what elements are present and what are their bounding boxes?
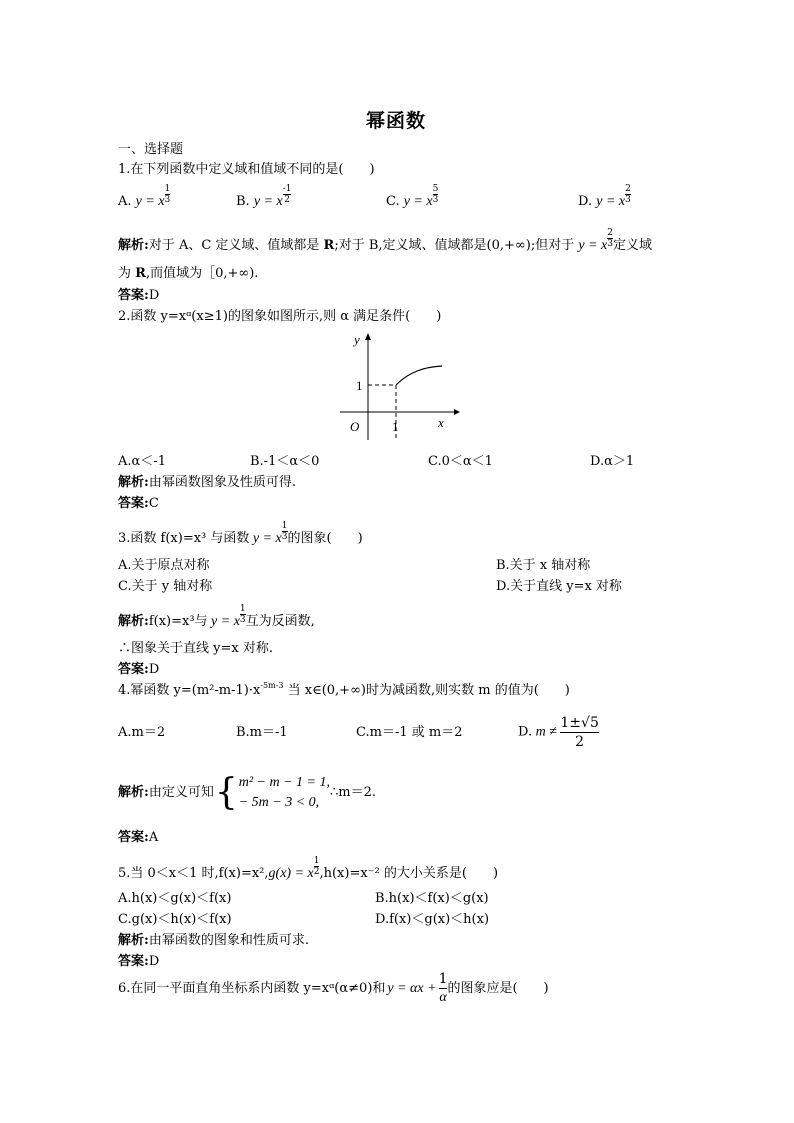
q5-answer: 答案:D <box>118 954 160 969</box>
q2-option-b: B.-1＜α＜0 <box>250 454 320 469</box>
origin-label: O <box>350 419 360 434</box>
q4-option-b: B.m＝-1 <box>236 725 288 740</box>
q5-stem: 5.当 0＜x＜1 时,f(x)=x²,g(x) = x $\frac{1}{2}$ ,h(x)=x⁻² 的大小关系是( ) <box>118 856 499 881</box>
q3-answer: 答案:D <box>118 662 160 677</box>
q4-analysis: 解析: 由定义可知 { m² − m − 1 = 1, − 5m − 3 < 0, ∴m＝2. <box>118 772 377 813</box>
x-tick-label: 1 <box>392 419 399 434</box>
q4-option-c: C.m＝-1 或 m＝2 <box>356 725 463 740</box>
q1-analysis-line2: 为 R,而值域为［0,+∞). <box>118 266 259 281</box>
q1-option-b: B. y = x $\frac{-1}{2}$ <box>236 184 292 209</box>
q5-option-b: B.h(x)＜f(x)＜g(x) <box>375 891 489 906</box>
q1-option-c-label: C. <box>386 194 400 209</box>
q4-option-a: A.m＝2 <box>118 725 166 740</box>
q2-option-a: A.α＜-1 <box>118 454 166 469</box>
q3-option-d: D.关于直线 y=x 对称 <box>496 579 622 594</box>
q1-option-c: C. y = x $\frac{5}{3}$ <box>386 184 439 209</box>
q3-analysis-line2: ∴图象关于直线 y=x 对称. <box>118 641 273 656</box>
q3-stem: 3.函数 f(x)=x³ 与函数 y = x $\frac{1}{3}$ 的图象( ) <box>118 521 363 546</box>
q2-option-d: D.α＞1 <box>590 454 635 469</box>
y-axis-label: y <box>354 332 360 347</box>
q1-analysis-line1: 解析:对于 A、C 定义域、值域都是 R;对于 B,定义域、值域都是(0,+∞);但对于 y = x $\frac{2}{3}$ 定义域 <box>118 228 652 253</box>
q2-analysis: 解析:由幂函数图象及性质可得. <box>118 475 296 490</box>
q4-option-d: D. m ≠ $\frac{1\pm√5}{2}$ <box>518 715 599 750</box>
q5-analysis: 解析:由幂函数的图象和性质可求. <box>118 933 309 948</box>
q1-option-a: A. y = x $\frac{1}{3}$ <box>118 184 171 209</box>
q3-option-c: C.关于 y 轴对称 <box>118 579 213 594</box>
q5-option-d: D.f(x)＜g(x)＜h(x) <box>375 912 490 927</box>
q2-stem: 2.函数 y=xᵅ(x≥1)的图象如图所示,则 α 满足条件( ) <box>118 309 442 324</box>
section-heading: 一、选择题 <box>118 142 184 157</box>
x-axis-arrow <box>454 409 460 415</box>
q4-answer: 答案:A <box>118 830 159 845</box>
q5-option-a: A.h(x)＜g(x)＜f(x) <box>118 891 232 906</box>
q3-option-a: A.关于原点对称 <box>118 558 210 573</box>
q1-stem: 1.在下列函数中定义域和值域不同的是( ) <box>118 162 375 177</box>
q3-analysis-line1: 解析:f(x)=x³与 y = x $\frac{1}{3}$ 互为反函数, <box>118 604 315 629</box>
x-axis-label: x <box>438 415 444 430</box>
page-title: 幂函数 <box>366 110 427 132</box>
q4-stem: 4.幂函数 $y=(m^2-m-1)\cdot x^{-5m-3}$ 当 x∈(0,+∞)时为减函数,则实数 m 的值为( ) <box>118 681 570 698</box>
q6-stem: 6.在同一平面直角坐标系内函数 y=xᵅ(α≠0)和 y = αx + 1 α 的图象应是( ) <box>118 971 549 1005</box>
q1-option-b-label: B. <box>236 194 250 209</box>
q5-option-c: C.g(x)＜h(x)＜f(x) <box>118 912 232 927</box>
q1-answer: 答案:D <box>118 288 160 303</box>
y-axis-arrow <box>365 333 371 340</box>
q2-graph <box>334 330 464 442</box>
power-curve <box>396 366 442 385</box>
y-tick-label: 1 <box>356 378 363 393</box>
q1-option-d: D. y = x $\frac{2}{3}$ <box>578 184 631 209</box>
q3-option-b: B.关于 x 轴对称 <box>496 558 591 573</box>
q2-answer: 答案:C <box>118 496 159 511</box>
q1-option-a-label: A. <box>118 194 132 209</box>
q1-option-d-label: D. <box>578 194 593 209</box>
q2-option-c: C.0＜α＜1 <box>428 454 493 469</box>
